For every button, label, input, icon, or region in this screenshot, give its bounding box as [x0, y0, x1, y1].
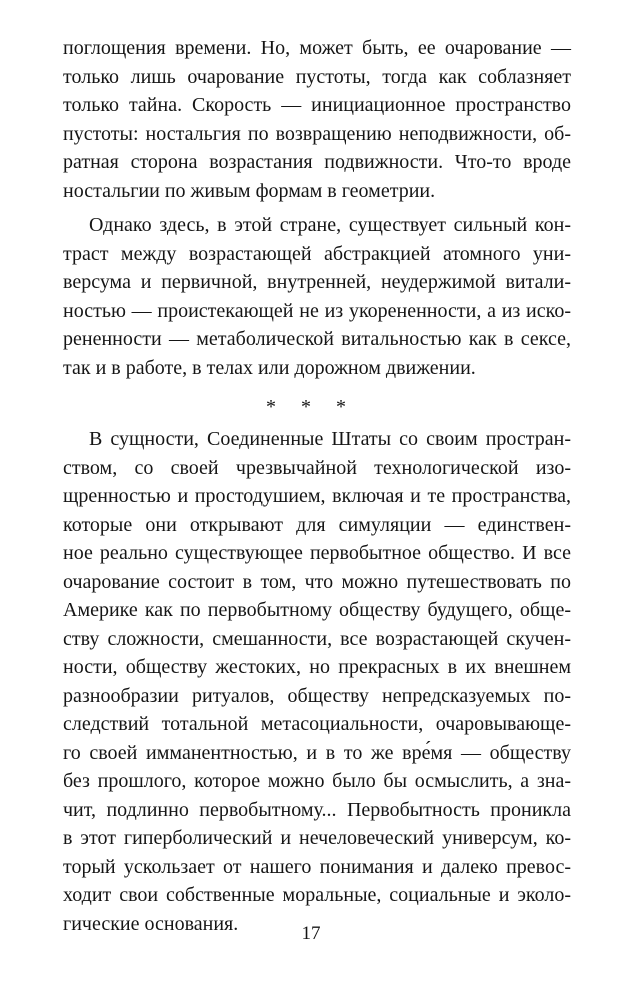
paragraph — [63, 34, 571, 205]
text-line: очарование состоит в том, что можно путешествовать по — [63, 570, 571, 593]
text-line: Однако здесь, в этой стране, существует сильный кон- — [89, 214, 571, 236]
text-line: разнообразии ритуалов, обществу непредсказуемых по- — [63, 684, 571, 707]
text-line: версума и первичной, внутренней, неудержимой витали- — [63, 271, 571, 293]
text-line: В сущности, Соединенные Штаты со своим простран- — [89, 428, 571, 450]
text-line: ходит свои собственные моральные, социальные и эколо- — [63, 884, 571, 906]
text-line: ству сложности, смешанности, все возрастающей скучен- — [63, 627, 571, 650]
body-text-bottom — [63, 425, 571, 938]
section-separator: * * * — [266, 396, 356, 418]
text-line: которые они открывают для симуляции — единствен- — [63, 513, 571, 536]
text-line: ратная сторона возрастания подвижности. Что-то вроде — [63, 151, 571, 173]
text-line: чит, подлинно первобытному... Первобытность проникла — [63, 798, 571, 821]
text-line: только лишь очарование пустоты, тогда как соблазняет — [63, 65, 571, 88]
text-line: ное реально существующее первобытное общество. И все — [63, 542, 571, 564]
paragraph — [63, 211, 571, 382]
text-line: рененности — метаболической витальностью как в сексе, — [63, 328, 571, 350]
text-line: поглощения времени. Но, может быть, ее очарование — — [63, 37, 571, 59]
page-number: 17 — [301, 923, 321, 944]
text-line: го своей имманентностью, и в то же вре́мя — обществу — [63, 741, 571, 764]
body-text-top — [63, 34, 571, 382]
text-line: так и в работе, в телах или дорожном движении. — [63, 356, 476, 379]
text-line: ности, обществу жестоких, но прекрасных в их внешнем — [63, 656, 571, 678]
text-line: ностальгии по живым формам в геометрии. — [63, 179, 436, 202]
text-line: ностью — проистекающей не из укорененности, а из иско- — [63, 299, 571, 322]
text-line: в этот гиперболический и нечеловеческий универсум, ко- — [63, 827, 571, 849]
text-line: пустоты: ностальгия по возвращению неподвижности, об- — [63, 122, 571, 145]
text-line: гические основания. — [63, 912, 239, 935]
text-line: без прошлого, которое можно было бы осмыслить, а зна- — [63, 770, 571, 792]
text-line: торый ускользает от нашего понимания и далеко превос- — [63, 855, 571, 878]
text-line: только тайна. Скорость — инициационное пространство — [63, 94, 571, 116]
text-line: ством, со своей чрезвычайной технологической изо- — [63, 456, 571, 479]
text-line: Америке как по первобытному обществу будущего, обще- — [63, 599, 571, 621]
text-line: щренностью и простодушием, включая и те пространства, — [63, 485, 571, 507]
text-line: траст между возрастающей абстракцией атомного уни- — [63, 242, 571, 265]
paragraph — [63, 425, 571, 938]
text-line: следствий тотальной метасоциальности, очаровывающе- — [63, 713, 571, 735]
